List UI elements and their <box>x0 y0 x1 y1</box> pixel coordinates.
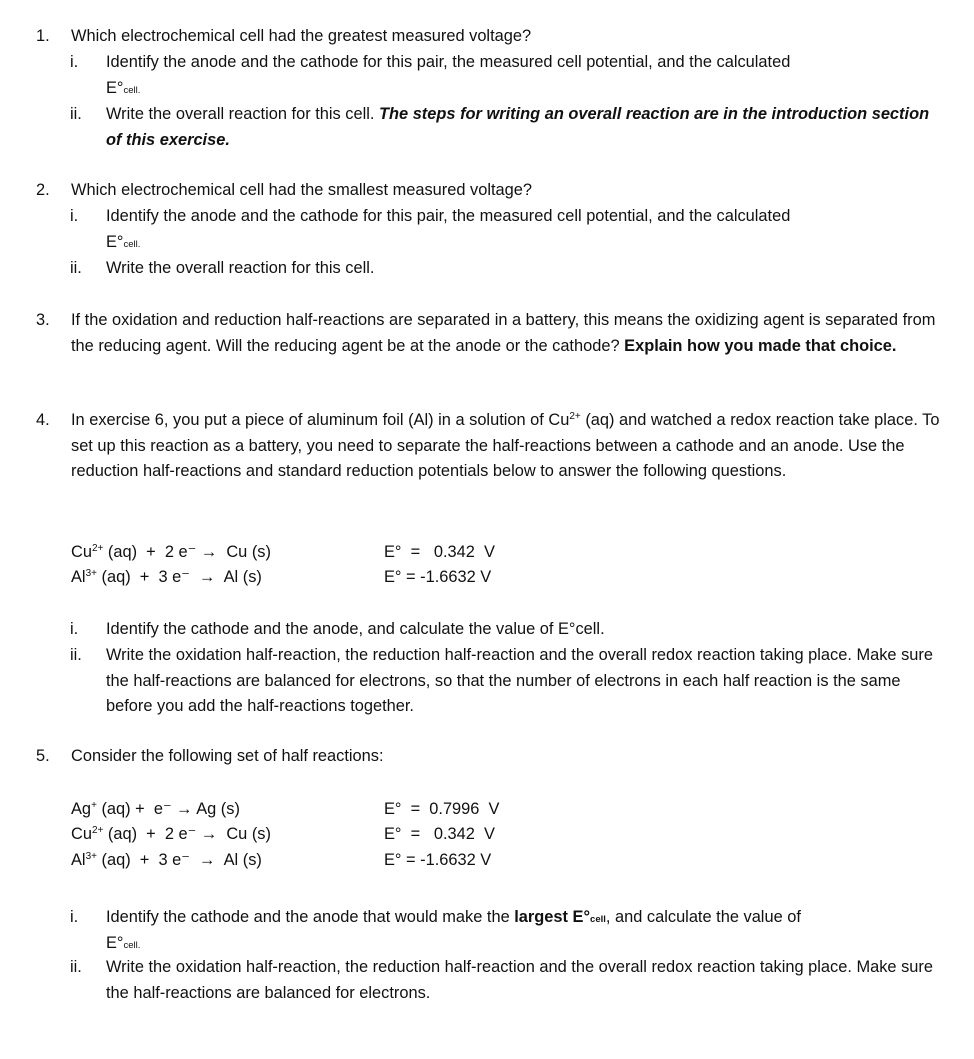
part-number: i. <box>70 620 79 638</box>
part-number: ii. <box>70 958 82 976</box>
part-number: ii. <box>70 646 82 664</box>
standard-potential: E° = 0.342 V <box>384 543 495 561</box>
part-text: Write the overall reaction for this cell. <box>106 105 375 123</box>
part-number: ii. <box>70 259 82 277</box>
part-text: Write the overall reaction for this cell. <box>106 259 375 277</box>
part-text: Write the oxidation half-reaction, the reduction half-reaction and the overall redox reaction taking place. Make sure the half-reactions are balanced for electrons, so that the number of electrons in each half reaction is the same before you add the half-reactions together. <box>106 646 933 715</box>
question-number: 4. <box>36 411 50 429</box>
part-text: Identify the cathode and the anode, and calculate the value of E°cell. <box>106 620 605 638</box>
half-reaction: $Al^{3+}$ (aq) + 3 e⁻ → Al (s) <box>71 568 262 586</box>
e-cell-symbol: E°cell. <box>106 232 141 251</box>
standard-potential: E° = 0.7996 V <box>384 800 500 818</box>
half-reaction: $Cu^{2+}$ (aq) + 2 e⁻ → Cu (s) <box>71 543 271 561</box>
half-reaction: Ag+ (aq) + e⁻ → Ag (s) <box>71 800 240 818</box>
standard-potential: E° = 0.342 V <box>384 825 495 843</box>
part-number: ii. <box>70 105 82 123</box>
half-reaction: $Al^{3+}$ (aq) + 3 e⁻ → Al (s) <box>71 851 262 869</box>
standard-potential: E° = -1.6632 V <box>384 851 492 869</box>
half-reaction: $Cu^{2+}$ (aq) + 2 e⁻ → Cu (s) <box>71 825 271 843</box>
part-text: Write the oxidation half-reaction, the reduction half-reaction and the overall redox reaction taking place. Make sure the half-reactions are balanced for electrons. <box>106 958 933 1002</box>
part-text: , and calculate the value of <box>605 908 801 926</box>
part-number: i. <box>70 908 79 926</box>
standard-potential: E° = -1.6632 V <box>384 568 492 586</box>
part-number: i. <box>70 53 79 71</box>
question-number: 5. <box>36 747 50 765</box>
part-text-bold: largest E°cell <box>514 908 606 926</box>
part-text: Identify the cathode and the anode that would make the <box>106 908 515 926</box>
question-instruction-bold: Explain how you made that choice. <box>624 336 897 355</box>
part-text: Identify the anode and the cathode for this pair, the measured cell potential, and the calculated <box>106 207 791 225</box>
question-number: 2. <box>36 181 50 199</box>
part-instruction-bold: The steps for writing an overall reaction are in the introduction section of this exercise. <box>106 105 930 149</box>
question-number: 1. <box>36 27 50 45</box>
e-cell-symbol: E°cell. <box>106 78 141 97</box>
question-text: If the oxidation and reduction half-reactions are separated in a battery, this means the oxidizing agent is separated from the reducing agent. Will the reducing agent be at the anode or the cathode? <box>71 311 936 355</box>
question-number: 3. <box>36 311 50 329</box>
part-number: i. <box>70 207 79 225</box>
part-text: Identify the anode and the cathode for this pair, the measured cell potential, and the calculated <box>106 53 791 71</box>
question-text: Which electrochemical cell had the smallest measured voltage? <box>71 181 532 199</box>
question-text: Which electrochemical cell had the greatest measured voltage? <box>71 27 532 45</box>
question-text: In exercise 6, you put a piece of aluminum foil (Al) in a solution of $Cu^{2+}$ (aq) and watched a redox reaction take place. To set up this reaction as a battery, you need to separate the half-reactions between a cathode and an anode. Use the reduction half-reactions and standard reduction potentials below to answer the following questions. <box>71 411 940 480</box>
e-cell-symbol: E°cell. <box>106 933 141 952</box>
question-text: Consider the following set of half reactions: <box>71 747 384 765</box>
